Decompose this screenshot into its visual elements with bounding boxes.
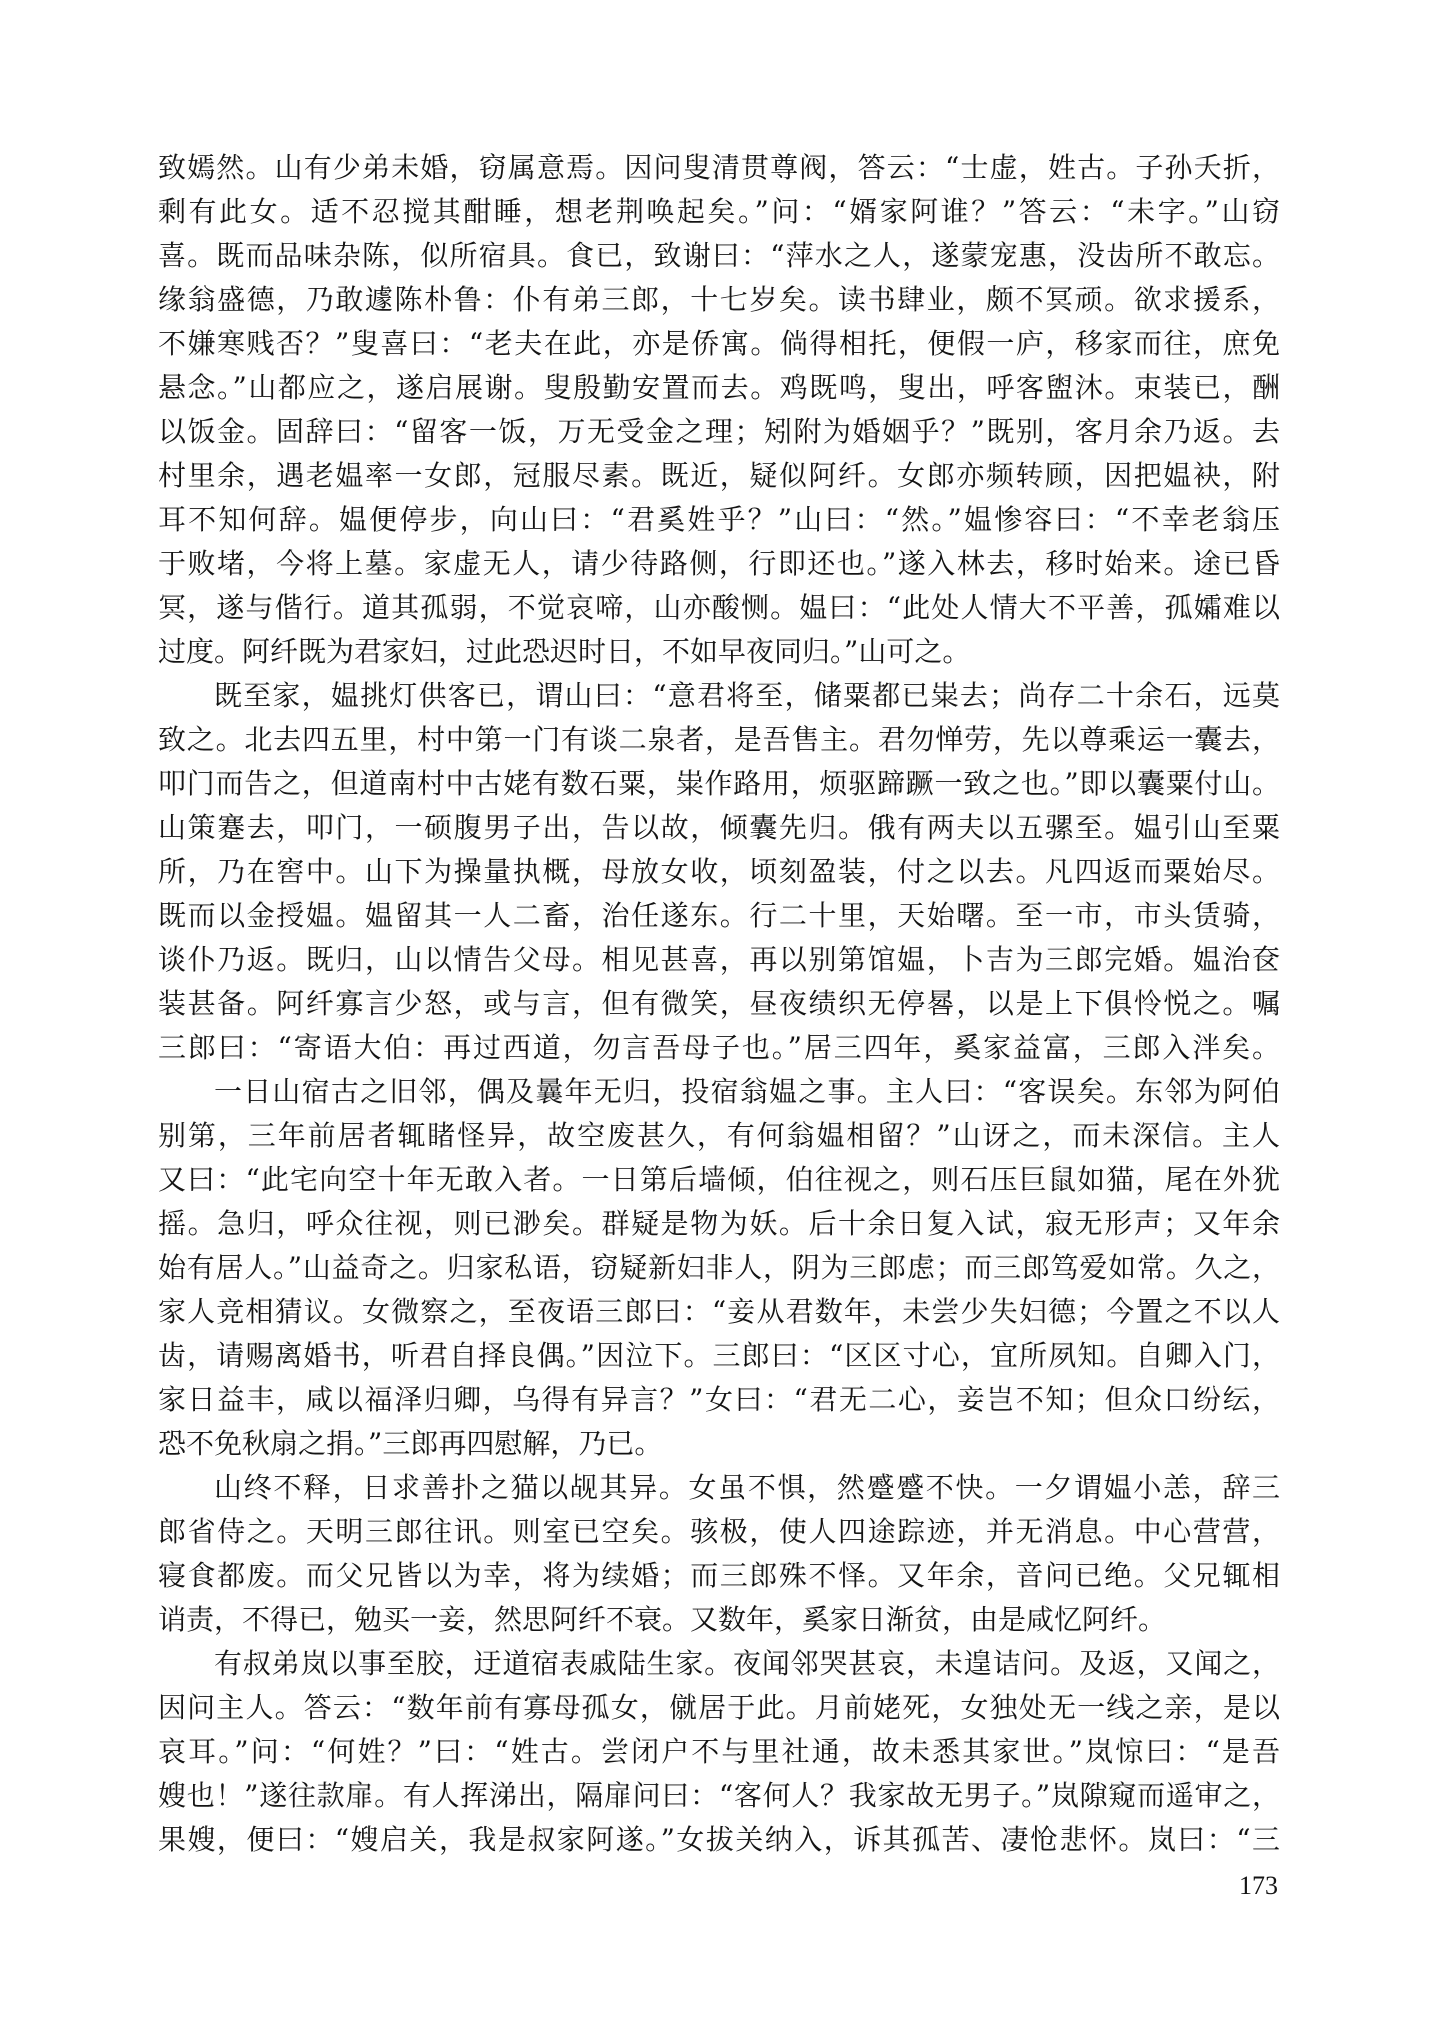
text-line: 悬念。”山都应之，遂启展谢。叟殷勤安置而去。鸡既鸣，叟出，呼客盥沐。束装已，酬 — [158, 371, 1280, 404]
text-line: 始有居人。”山益奇之。归家私语，窃疑新妇非人，阴为三郎虑；而三郎笃爱如常。久之， — [158, 1251, 1280, 1284]
text-line: 剩有此女。适不忍搅其酣睡，想老荆唤起矣。”问：“婿家阿谁？”答云：“未字。”山窃 — [158, 195, 1280, 228]
body-text — [158, 146, 1280, 1862]
text-line: 三郎曰：“寄语大伯：再过西道，勿言吾母子也。”居三四年，奚家益富，三郎入泮矣。 — [158, 1031, 1280, 1064]
page-number: 173 — [1239, 1871, 1278, 1900]
text-line: 因问主人。答云：“数年前有寡母孤女，僦居于此。月前姥死，女独处无一线之亲，是以 — [158, 1691, 1280, 1724]
text-line: 喜。既而品味杂陈，似所宿具。食已，致谢曰：“萍水之人，遂蒙宠惠，没齿所不敢忘。 — [158, 239, 1280, 272]
text-line: 不嫌寒贱否？”叟喜曰：“老夫在此，亦是侨寓。倘得相托，便假一庐，移家而往，庶免 — [158, 327, 1280, 360]
text-line: 致之。北去四五里，村中第一门有谈二泉者，是吾售主。君勿惮劳，先以尊乘运一囊去， — [158, 723, 1280, 756]
text-line: 装甚备。阿纤寡言少怒，或与言，但有微笑，昼夜绩织无停晷，以是上下俱怜悦之。嘱 — [158, 987, 1280, 1020]
text-line: 家日益丰，咸以福泽归卿，乌得有异言？”女曰：“君无二心，妾岂不知；但众口纷纭， — [158, 1383, 1280, 1416]
text-line: 既而以金授媪。媪留其一人二畜，治任遂东。行二十里，天始曙。至一市，市头赁骑， — [158, 899, 1280, 932]
text-line: 山策蹇去，叩门，一硕腹男子出，告以故，倾囊先归。俄有两夫以五骡至。媪引山至粟 — [158, 811, 1280, 844]
text-line: 哀耳。”问：“何姓？”曰：“姓古。尝闭户不与里社通，故未悉其家世。”岚惊曰：“是吾 — [158, 1735, 1280, 1768]
text-line: 于败堵，今将上墓。家虚无人，请少待路侧，行即还也。”遂入林去，移时始来。途已昏 — [158, 547, 1280, 580]
text-line: 村里余，遇老媪率一女郎，冠服尽素。既近，疑似阿纤。女郎亦频转顾，因把媪袂，附 — [158, 459, 1280, 492]
text-line: 诮责，不得已，勉买一妾，然思阿纤不衰。又数年，奚家日渐贫，由是咸忆阿纤。 — [158, 1603, 1167, 1636]
text-line: 家人竞相猜议。女微察之，至夜语三郎曰：“妾从君数年，未尝少失妇德；今置之不以人 — [158, 1295, 1280, 1328]
paragraph — [158, 1070, 1280, 1466]
text-line: 冥，遂与偕行。道其孤弱，不觉哀啼，山亦酸恻。媪曰：“此处人情大不平善，孤孀难以 — [158, 591, 1280, 624]
text-line: 叩门而告之，但道南村中古姥有数石粟，粜作路用，烦驱蹄蹶一致之也。”即以囊粟付山。 — [158, 767, 1280, 800]
text-line: 摇。急归，呼众往视，则已渺矣。群疑是物为妖。后十余日复入试，寂无形声；又年余 — [158, 1207, 1280, 1240]
text-line: 又曰：“此宅向空十年无敢入者。一日第后墙倾，伯往视之，则石压巨鼠如猫，尾在外犹 — [158, 1163, 1280, 1196]
text-line: 别第，三年前居者辄睹怪异，故空废甚久，有何翁媪相留？”山讶之，而未深信。主人 — [158, 1119, 1280, 1152]
text-line: 致嫣然。山有少弟未婚，窃属意焉。因问叟清贯尊阀，答云：“士虚，姓古。子孙夭折， — [158, 151, 1280, 184]
text-line: 谈仆乃返。既归，山以情告父母。相见甚喜，再以别第馆媪，卜吉为三郎完婚。媪治奁 — [158, 943, 1280, 976]
text-line: 以饭金。固辞曰：“留客一饭，万无受金之理；矧附为婚姻乎？”既别，客月余乃返。去 — [158, 415, 1280, 448]
text-line: 郎省侍之。天明三郎往讯。则室已空矣。骇极，使人四途踪迹，并无消息。中心营营， — [158, 1515, 1280, 1548]
text-line: 所，乃在窖中。山下为操量执概，母放女收，顷刻盈装，付之以去。凡四返而粟始尽。 — [158, 855, 1280, 888]
text-line: 有叔弟岚以事至胶，迂道宿表戚陆生家。夜闻邻哭甚哀，未遑诘问。及返，又闻之， — [214, 1647, 1280, 1680]
text-line: 既至家，媪挑灯供客已，谓山曰：“意君将至，储粟都已粜去；尚存二十余石，远莫 — [214, 679, 1280, 712]
text-line: 过度。阿纤既为君家妇，过此恐迟时日，不如早夜同归。”山可之。 — [158, 635, 971, 668]
paragraph — [158, 674, 1280, 1070]
paragraph — [158, 146, 1280, 674]
paragraph — [158, 1466, 1280, 1642]
text-line: 果嫂，便曰：“嫂启关，我是叔家阿遂。”女拔关纳入，诉其孤苦、凄怆悲怀。岚曰：“三 — [158, 1823, 1280, 1856]
text-line: 齿，请赐离婚书，听君自择良偶。”因泣下。三郎曰：“区区寸心，宜所夙知。自卿入门， — [158, 1339, 1280, 1372]
text-line: 耳不知何辞。媪便停步，向山曰：“君奚姓乎？”山曰：“然。”媪惨容曰：“不幸老翁压 — [158, 503, 1280, 536]
text-line: 恐不免秋扇之捐。”三郎再四慰解，乃已。 — [158, 1427, 663, 1460]
text-line: 一日山宿古之旧邻，偶及曩年无归，投宿翁媪之事。主人曰：“客误矣。东邻为阿伯 — [214, 1075, 1280, 1108]
paragraph — [158, 1642, 1280, 1862]
text-line: 寝食都废。而父兄皆以为幸，将为续婚；而三郎殊不怿。又年余，音问已绝。父兄辄相 — [158, 1559, 1280, 1592]
text-line: 缘翁盛德，乃敢遽陈朴鲁：仆有弟三郎，十七岁矣。读书肆业，颇不冥顽。欲求援系， — [158, 283, 1280, 316]
text-line: 山终不释，日求善扑之猫以觇其异。女虽不惧，然蹙蹙不快。一夕谓媪小恙，辞三 — [214, 1471, 1280, 1504]
text-line: 嫂也！”遂往款扉。有人挥涕出，隔扉问曰：“客何人？我家故无男子。”岚隙窥而遥审之， — [158, 1779, 1280, 1812]
